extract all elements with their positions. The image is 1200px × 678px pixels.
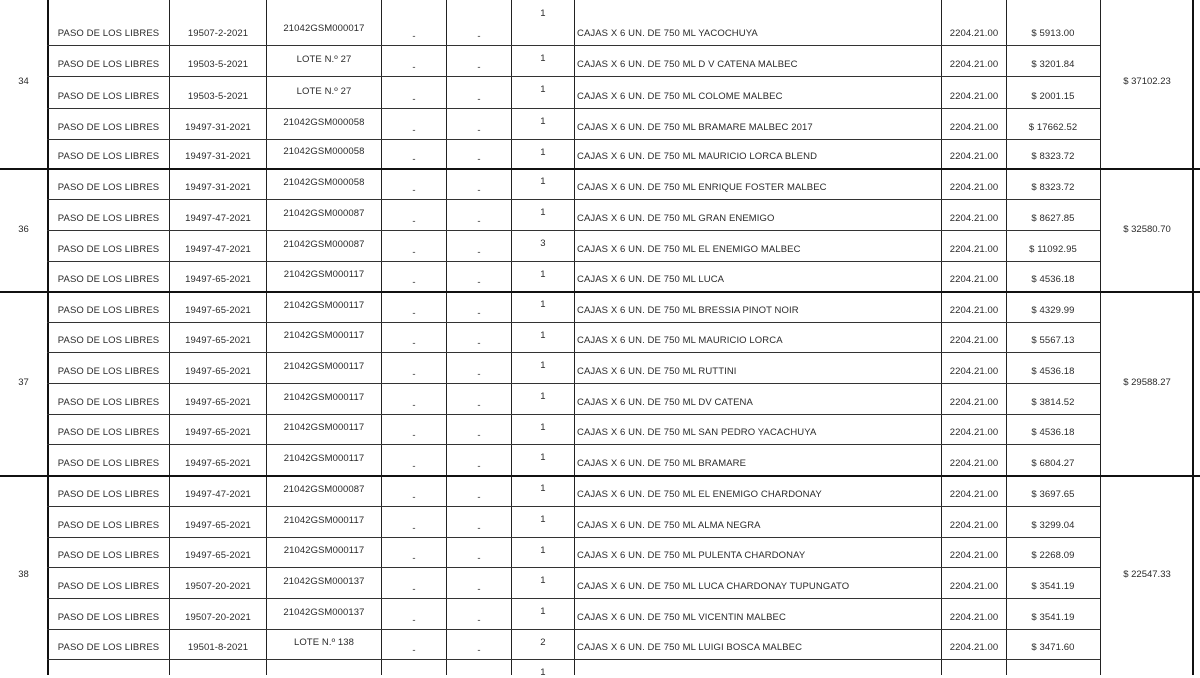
cell-doc: 19497-65-2021 (185, 305, 251, 316)
cell-dash2: - (477, 461, 481, 472)
row-divider (47, 598, 1100, 599)
cell-doc: 19497-65-2021 (185, 520, 251, 531)
cell-dash1: - (412, 216, 416, 227)
cell-qty: 1 (540, 84, 546, 95)
cell-doc: 19497-65-2021 (185, 397, 251, 408)
column-divider (511, 0, 512, 675)
cell-amount: $ 3201.84 (1031, 59, 1075, 70)
cell-doc: 19507-20-2021 (185, 612, 251, 623)
cell-code: 2204.21.00 (949, 122, 999, 133)
row-divider (47, 506, 1100, 507)
cell-qty: 1 (540, 8, 546, 19)
cell-code: 2204.21.00 (949, 458, 999, 469)
cell-dash1: - (412, 584, 416, 595)
cell-code: 2204.21.00 (949, 397, 999, 408)
cell-amount: $ 3541.19 (1031, 581, 1075, 592)
cell-lote: LOTE N.º 27 (296, 86, 352, 97)
row-divider (47, 567, 1100, 568)
cell-qty: 1 (540, 667, 546, 678)
cell-amount: $ 4536.18 (1031, 274, 1075, 285)
cell-amount: $ 8627.85 (1031, 213, 1075, 224)
cell-code: 2204.21.00 (949, 427, 999, 438)
cell-qty: 1 (540, 330, 546, 341)
cell-doc: 19507-2-2021 (187, 28, 249, 39)
cell-desc: CAJAS X 6 UN. DE 750 ML SAN PEDRO YACACHUYA (577, 427, 817, 438)
column-divider (381, 0, 382, 675)
cell-desc: CAJAS X 6 UN. DE 750 ML EL ENEMIGO MALBEC (577, 244, 801, 255)
row-divider (47, 322, 1100, 323)
cell-amount: $ 3814.52 (1031, 397, 1075, 408)
cell-code: 2204.21.00 (949, 213, 999, 224)
cell-code: 2204.21.00 (949, 59, 999, 70)
cell-doc: 19507-20-2021 (185, 581, 251, 592)
cell-lote: 21042GSM000117 (283, 330, 365, 341)
cell-port: PASO DE LOS LIBRES (57, 366, 160, 377)
cell-port: PASO DE LOS LIBRES (57, 458, 160, 469)
cell-doc: 19497-31-2021 (185, 182, 251, 193)
cell-port: PASO DE LOS LIBRES (57, 581, 160, 592)
cell-doc: 19497-47-2021 (185, 489, 251, 500)
cell-port: PASO DE LOS LIBRES (57, 427, 160, 438)
cell-dash1: - (412, 308, 416, 319)
cell-port: PASO DE LOS LIBRES (57, 489, 160, 500)
cell-desc: CAJAS X 6 UN. DE 750 ML BRESSIA PINOT NOIR (577, 305, 799, 316)
group-number: 36 (18, 223, 29, 235)
cell-lote: 21042GSM000087 (283, 484, 365, 495)
cell-code: 2204.21.00 (949, 151, 999, 162)
column-divider (941, 0, 942, 675)
cell-qty: 1 (540, 452, 546, 463)
cell-code: 2204.21.00 (949, 642, 999, 653)
row-divider (47, 230, 1100, 231)
cell-doc: 19503-5-2021 (187, 91, 249, 102)
cell-lote: 21042GSM000137 (283, 607, 365, 618)
row-divider (47, 261, 1100, 262)
cell-lote: LOTE N.º 138 (293, 637, 355, 648)
cell-dash1: - (412, 369, 416, 380)
cell-dash1: - (412, 523, 416, 534)
cell-amount: $ 11092.95 (1029, 244, 1077, 255)
cell-lote: 21042GSM000117 (283, 269, 365, 280)
column-divider (1006, 0, 1007, 675)
cell-qty: 1 (540, 176, 546, 187)
group-number: 34 (18, 76, 29, 87)
cell-qty: 1 (540, 53, 546, 64)
cell-code: 2204.21.00 (949, 581, 999, 592)
cell-dash2: - (477, 615, 481, 626)
cell-dash1: - (412, 400, 416, 411)
row-divider (47, 629, 1100, 630)
cell-dash1: - (412, 615, 416, 626)
row-divider (47, 414, 1100, 415)
cell-amount: $ 4329.99 (1031, 305, 1075, 316)
cell-code: 2204.21.00 (949, 91, 999, 102)
cell-port: PASO DE LOS LIBRES (57, 182, 160, 193)
cell-doc: 19497-47-2021 (185, 244, 251, 255)
cell-lote: 21042GSM000117 (283, 422, 365, 433)
cell-doc: 19497-65-2021 (185, 550, 251, 561)
cell-dash1: - (412, 62, 416, 73)
group-divider (0, 168, 1200, 170)
cell-qty: 3 (540, 238, 546, 249)
cell-code: 2204.21.00 (949, 520, 999, 531)
cell-qty: 1 (540, 606, 546, 617)
cell-dash1: - (412, 247, 416, 258)
cell-qty: 2 (540, 637, 546, 648)
cell-dash2: - (477, 400, 481, 411)
cell-port: PASO DE LOS LIBRES (57, 122, 160, 133)
cell-dash1: - (412, 430, 416, 441)
column-divider (266, 0, 267, 675)
cell-dash1: - (412, 277, 416, 288)
cell-code: 2204.21.00 (949, 489, 999, 500)
cell-dash2: - (477, 154, 481, 165)
cell-dash2: - (477, 584, 481, 595)
cell-lote: 21042GSM000117 (283, 545, 365, 556)
cell-desc: CAJAS X 6 UN. DE 750 ML YACOCHUYA (577, 28, 758, 39)
cell-lote: LOTE N.º 27 (296, 54, 352, 65)
cell-code: 2204.21.00 (949, 28, 999, 39)
cell-lote: 21042GSM000117 (283, 392, 365, 403)
cell-port: PASO DE LOS LIBRES (57, 59, 160, 70)
row-divider (47, 352, 1100, 353)
cell-amount: $ 3299.04 (1031, 520, 1075, 531)
column-divider (446, 0, 447, 675)
cell-dash1: - (412, 461, 416, 472)
cell-dash2: - (477, 125, 481, 136)
cell-doc: 19501-8-2021 (187, 642, 249, 653)
group-total: $ 22547.33 (1123, 569, 1171, 580)
cell-lote: 21042GSM000087 (283, 208, 365, 219)
cell-dash1: - (412, 553, 416, 564)
cell-port: PASO DE LOS LIBRES (57, 274, 160, 285)
cell-port: PASO DE LOS LIBRES (57, 244, 160, 255)
cell-dash2: - (477, 369, 481, 380)
cell-dash1: - (412, 338, 416, 349)
column-divider (47, 0, 49, 675)
cell-desc: CAJAS X 6 UN. DE 750 ML EL ENEMIGO CHARDONAY (577, 489, 822, 500)
cell-qty: 1 (540, 483, 546, 494)
cell-code: 2204.21.00 (949, 274, 999, 285)
cell-port: PASO DE LOS LIBRES (57, 28, 160, 39)
cell-desc: CAJAS X 6 UN. DE 750 ML MAURICIO LORCA (577, 335, 783, 346)
cell-code: 2204.21.00 (949, 612, 999, 623)
cell-amount: $ 3471.60 (1031, 642, 1075, 653)
cell-lote: 21042GSM000087 (283, 239, 365, 250)
column-divider (574, 0, 575, 675)
cell-doc: 19503-5-2021 (187, 59, 249, 70)
cell-desc: CAJAS X 6 UN. DE 750 ML LUCA CHARDONAY TUPUNGATO (577, 581, 850, 592)
cell-desc: CAJAS X 6 UN. DE 750 ML PULENTA CHARDONAY (577, 550, 806, 561)
cell-lote: 21042GSM000058 (283, 146, 365, 157)
cell-lote: 21042GSM000117 (283, 453, 365, 464)
cell-dash2: - (477, 645, 481, 656)
group-divider (0, 291, 1200, 293)
cell-amount: $ 2001.15 (1031, 91, 1075, 102)
cell-lote: 21042GSM000117 (283, 300, 365, 311)
cell-dash2: - (477, 430, 481, 441)
cell-dash1: - (412, 492, 416, 503)
cell-dash2: - (477, 185, 481, 196)
cell-dash2: - (477, 216, 481, 227)
cell-qty: 1 (540, 269, 546, 280)
cell-port: PASO DE LOS LIBRES (57, 520, 160, 531)
cell-dash2: - (477, 31, 481, 42)
cell-dash2: - (477, 277, 481, 288)
cell-desc: CAJAS X 6 UN. DE 750 ML LUIGI BOSCA MALBEC (577, 642, 803, 653)
cell-doc: 19497-65-2021 (185, 458, 251, 469)
cell-code: 2204.21.00 (949, 335, 999, 346)
cell-doc: 19497-65-2021 (185, 427, 251, 438)
cell-dash1: - (412, 31, 416, 42)
group-number: 38 (18, 569, 29, 580)
cell-qty: 1 (540, 299, 546, 310)
cell-doc: 19497-31-2021 (185, 151, 251, 162)
group-divider (0, 475, 1200, 477)
cell-desc: CAJAS X 6 UN. DE 750 ML MAURICIO LORCA BLEND (577, 151, 818, 162)
cell-qty: 1 (540, 207, 546, 218)
group-total: $ 37102.23 (1123, 76, 1171, 87)
cell-amount: $ 8323.72 (1031, 182, 1075, 193)
cell-qty: 1 (540, 422, 546, 433)
cell-lote: 21042GSM000117 (283, 361, 365, 372)
cell-lote: 21042GSM000117 (283, 515, 365, 526)
group-total: $ 32580.70 (1123, 223, 1171, 235)
cell-desc: CAJAS X 6 UN. DE 750 ML D V CATENA MALBEC (577, 59, 798, 70)
cell-dash2: - (477, 553, 481, 564)
row-divider (47, 537, 1100, 538)
cell-doc: 19497-65-2021 (185, 366, 251, 377)
cell-doc: 19497-47-2021 (185, 213, 251, 224)
cell-qty: 1 (540, 514, 546, 525)
cell-port: PASO DE LOS LIBRES (57, 550, 160, 561)
cell-port: PASO DE LOS LIBRES (57, 91, 160, 102)
cell-lote: 21042GSM000058 (283, 177, 365, 188)
cell-code: 2204.21.00 (949, 182, 999, 193)
cell-desc: CAJAS X 6 UN. DE 750 ML LUCA (577, 274, 725, 285)
cell-dash2: - (477, 523, 481, 534)
row-divider (47, 139, 1100, 140)
cell-amount: $ 8323.72 (1031, 151, 1075, 162)
cell-dash1: - (412, 185, 416, 196)
group-number: 37 (18, 377, 29, 388)
cell-amount: $ 3541.19 (1031, 612, 1075, 623)
cell-dash2: - (477, 247, 481, 258)
cell-desc: CAJAS X 6 UN. DE 750 ML DV CATENA (577, 397, 753, 408)
cell-qty: 1 (540, 147, 546, 158)
cell-dash1: - (412, 94, 416, 105)
cell-dash1: - (412, 645, 416, 656)
cell-amount: $ 17662.52 (1028, 122, 1078, 133)
group-total: $ 29588.27 (1123, 377, 1171, 388)
cell-dash1: - (412, 154, 416, 165)
cell-amount: $ 4536.18 (1031, 366, 1075, 377)
cell-port: PASO DE LOS LIBRES (57, 335, 160, 346)
cell-desc: CAJAS X 6 UN. DE 750 ML BRAMARE MALBEC 2017 (577, 122, 813, 133)
cell-desc: CAJAS X 6 UN. DE 750 ML RUTTINI (577, 366, 737, 377)
cell-desc: CAJAS X 6 UN. DE 750 ML ALMA NEGRA (577, 520, 761, 531)
cell-desc: CAJAS X 6 UN. DE 750 ML COLOME MALBEC (577, 91, 783, 102)
cell-doc: 19497-65-2021 (185, 335, 251, 346)
cell-dash2: - (477, 492, 481, 503)
cell-port: PASO DE LOS LIBRES (57, 151, 160, 162)
cell-dash2: - (477, 308, 481, 319)
cell-port: PASO DE LOS LIBRES (57, 397, 160, 408)
cell-code: 2204.21.00 (949, 366, 999, 377)
cell-qty: 1 (540, 116, 546, 127)
cell-amount: $ 5913.00 (1031, 28, 1075, 39)
cell-desc: CAJAS X 6 UN. DE 750 ML VICENTIN MALBEC (577, 612, 786, 623)
cell-amount: $ 6804.27 (1031, 458, 1075, 469)
cell-desc: CAJAS X 6 UN. DE 750 ML ENRIQUE FOSTER MALBEC (577, 182, 827, 193)
cell-lote: 21042GSM000058 (283, 117, 365, 128)
cell-amount: $ 4536.18 (1031, 427, 1075, 438)
row-divider (47, 45, 1100, 46)
cell-doc: 19497-31-2021 (185, 122, 251, 133)
cell-qty: 1 (540, 391, 546, 402)
row-divider (47, 76, 1100, 77)
cell-qty: 1 (540, 360, 546, 371)
cell-port: PASO DE LOS LIBRES (57, 305, 160, 316)
column-divider (1100, 0, 1101, 675)
cell-amount: $ 3697.65 (1031, 489, 1075, 500)
cell-doc: 19497-65-2021 (185, 274, 251, 285)
cell-qty: 1 (540, 575, 546, 586)
row-divider (47, 659, 1100, 660)
cell-desc: CAJAS X 6 UN. DE 750 ML GRAN ENEMIGO (577, 213, 775, 224)
row-divider (47, 199, 1100, 200)
cell-port: PASO DE LOS LIBRES (57, 612, 160, 623)
cell-lote: 21042GSM000017 (283, 23, 365, 34)
cell-lote: 21042GSM000137 (283, 576, 365, 587)
cell-dash2: - (477, 62, 481, 73)
cell-amount: $ 5567.13 (1031, 335, 1075, 346)
cell-port: PASO DE LOS LIBRES (57, 642, 160, 653)
cell-qty: 1 (540, 545, 546, 556)
cell-dash1: - (412, 125, 416, 136)
row-divider (47, 383, 1100, 384)
cell-code: 2204.21.00 (949, 244, 999, 255)
cell-desc: CAJAS X 6 UN. DE 750 ML BRAMARE (577, 458, 747, 469)
row-divider (47, 444, 1100, 445)
cell-dash2: - (477, 338, 481, 349)
cell-amount: $ 2268.09 (1031, 550, 1075, 561)
cell-code: 2204.21.00 (949, 550, 999, 561)
row-divider (47, 108, 1100, 109)
cell-code: 2204.21.00 (949, 305, 999, 316)
column-divider (1192, 0, 1194, 675)
cell-port: PASO DE LOS LIBRES (57, 213, 160, 224)
cell-dash2: - (477, 94, 481, 105)
